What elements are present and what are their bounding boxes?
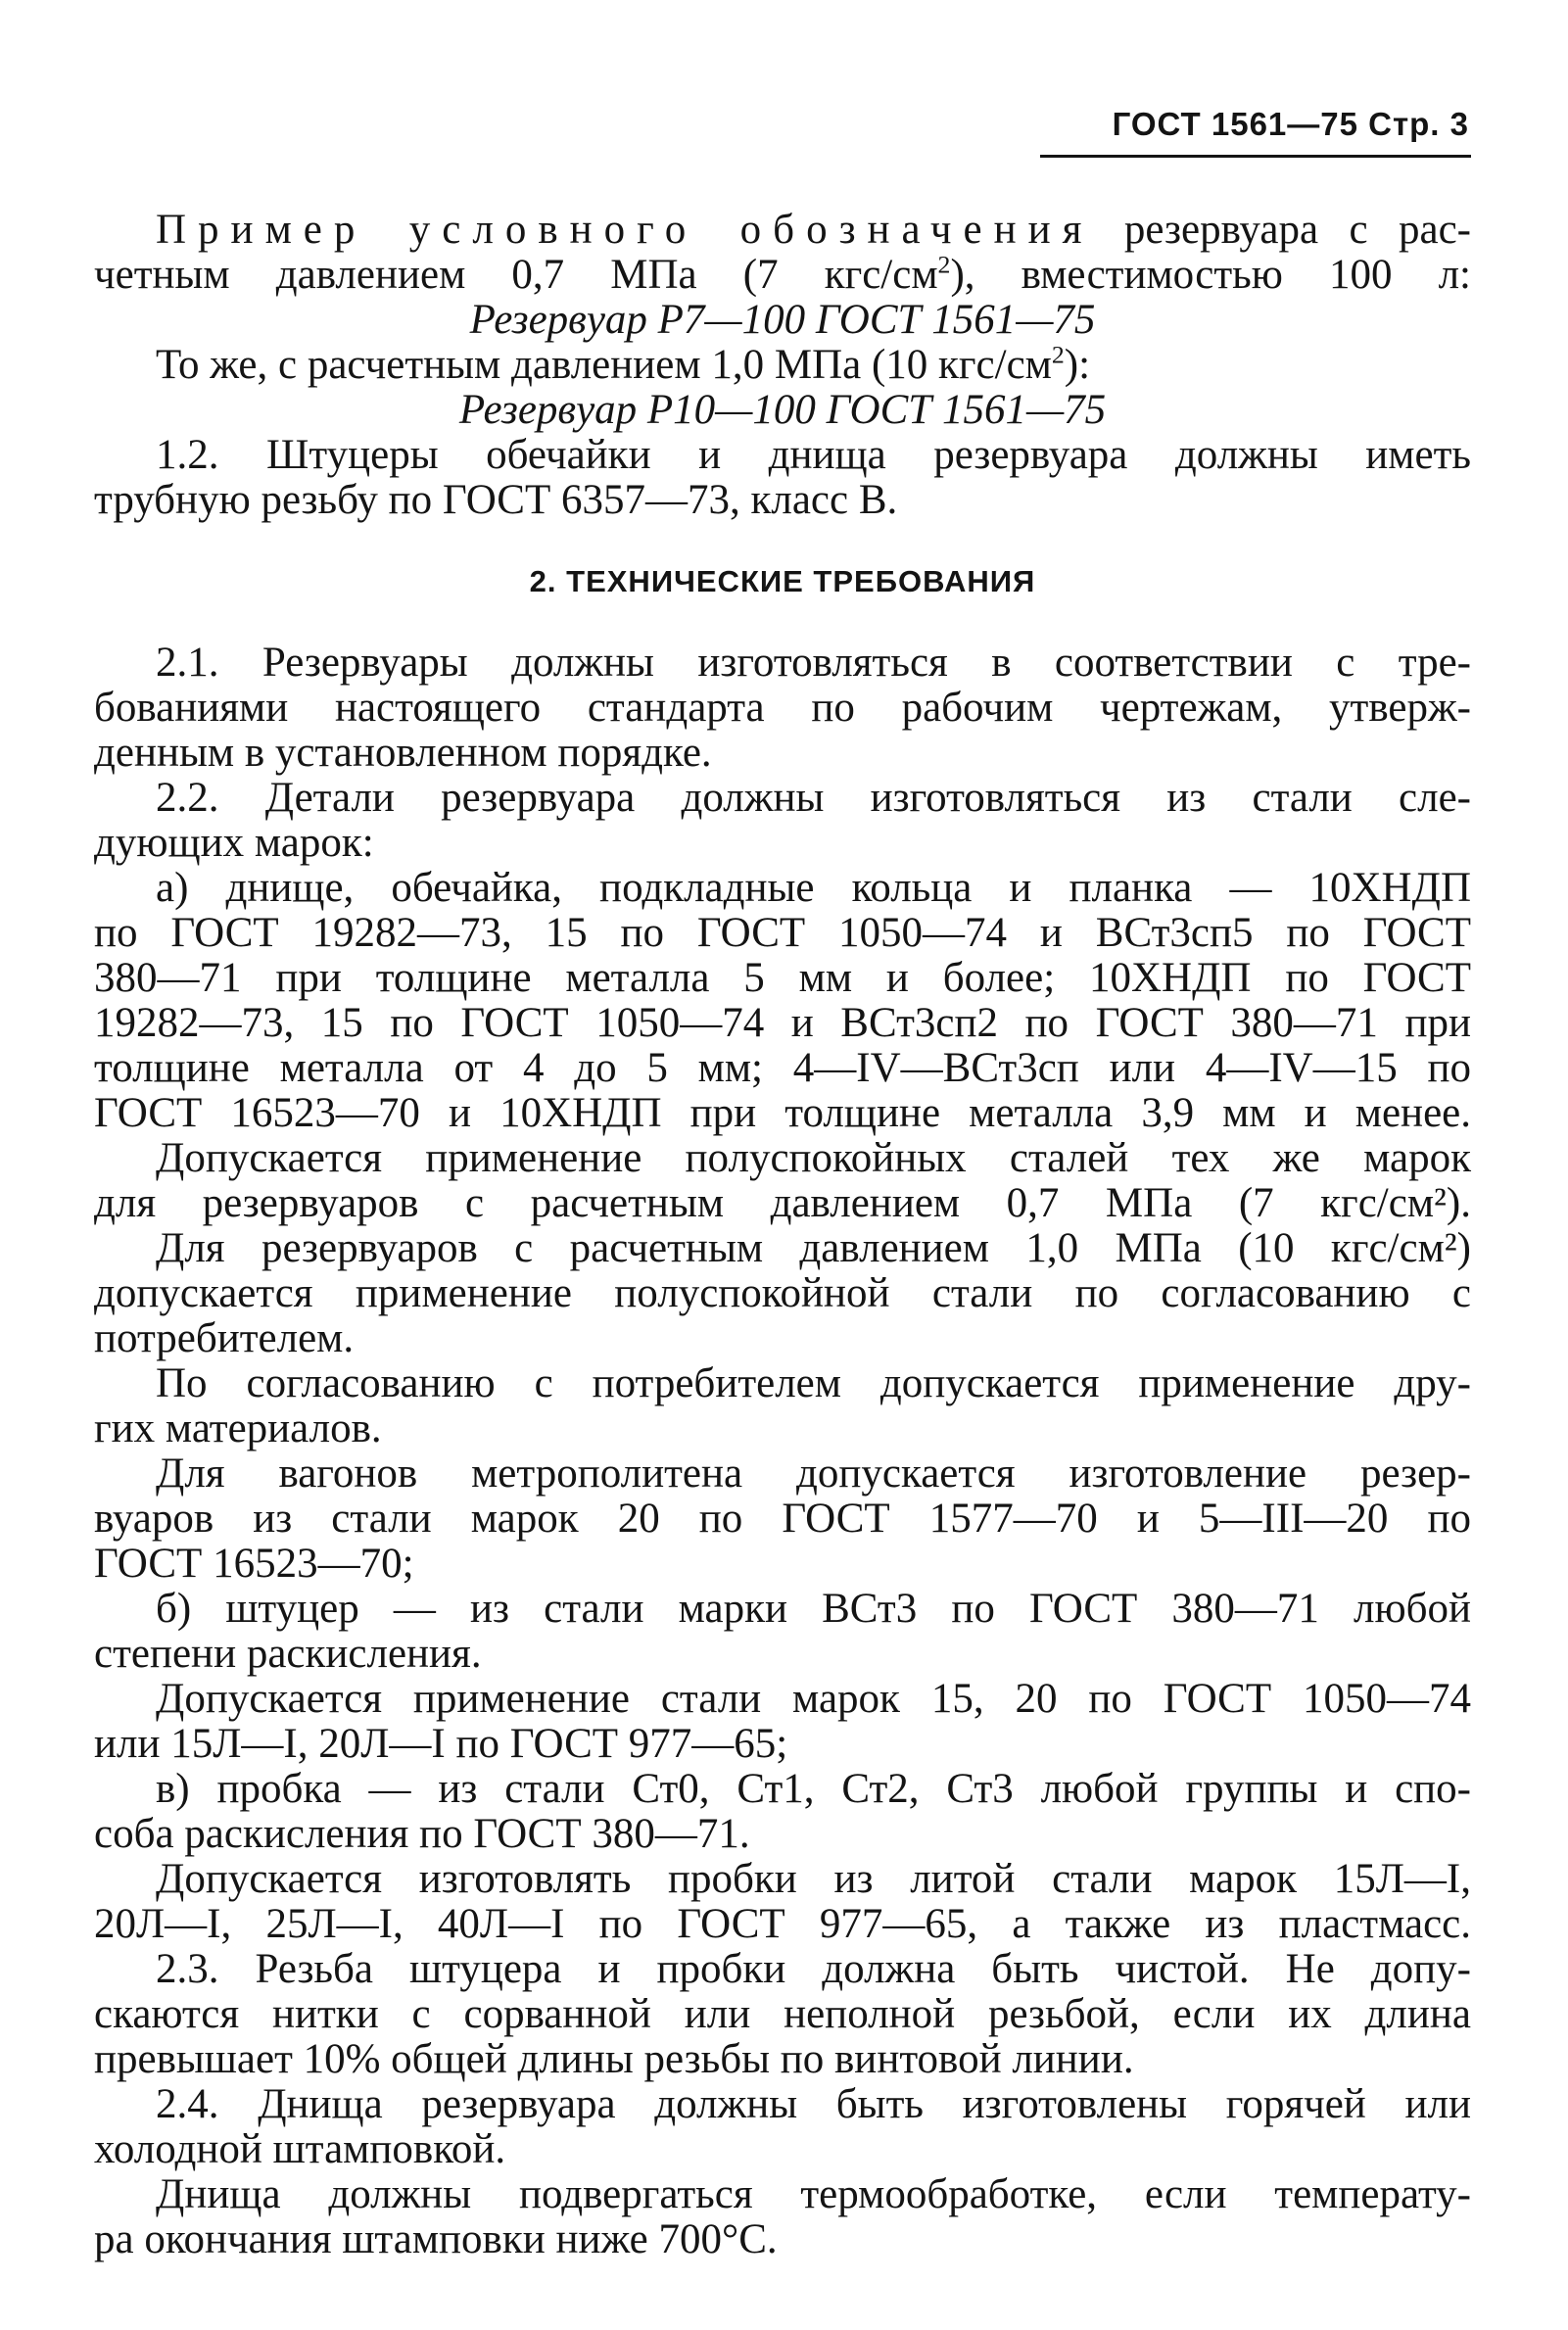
text-line: дующих марок: bbox=[94, 820, 374, 866]
text-line bbox=[94, 250, 1471, 298]
text-line: ГОСТ 16523—70; bbox=[94, 1541, 414, 1587]
text-line: денным в установленном порядке. bbox=[94, 730, 712, 776]
text-line: а) днище, обечайка, подкладные кольца и планка — 10ХНДП bbox=[156, 865, 1471, 911]
text-line: Днища должны подвергаться термообработке, если температу- bbox=[156, 2171, 1471, 2217]
text-fragment: ): bbox=[1064, 342, 1091, 388]
text-line: бованиями настоящего стандарта по рабочим чертежам, утверж- bbox=[94, 685, 1471, 731]
text-line: вуаров из стали марок 20 по ГОСТ 1577—70 и 5—III—20 по bbox=[94, 1496, 1471, 1542]
text-line: превышает 10% общей длины резьбы по винтовой линии. bbox=[94, 2036, 1134, 2082]
text-line: 19282—73, 15 по ГОСТ 1050—74 и ВСт3сп2 по ГОСТ 380—71 при bbox=[94, 1000, 1471, 1046]
paragraph-1-2-line: трубную резьбу по ГОСТ 6357—73, класс В. bbox=[94, 477, 898, 523]
header-rule bbox=[1040, 155, 1471, 158]
text-line: ра окончания штамповки ниже 700°С. bbox=[94, 2216, 778, 2262]
text-line: Допускается применение полуспокойных сталей тех же марок bbox=[156, 1135, 1471, 1181]
text-line bbox=[94, 340, 1471, 388]
text-line: 2.2. Детали резервуара должны изготовляться из стали сле- bbox=[156, 775, 1471, 821]
text-line: потребителем. bbox=[94, 1315, 355, 1361]
page-header: ГОСТ 1561—75 Стр. 3 bbox=[1112, 106, 1469, 142]
text-line: или 15Л—I, 20Л—I по ГОСТ 977—65; bbox=[94, 1721, 788, 1767]
text-fragment: четным давлением 0,7 МПа (7 кгс/см bbox=[94, 252, 938, 298]
designation-example-line bbox=[94, 208, 1471, 253]
text-line: 2.3. Резьба штуцера и пробки должна быть чистой. Не допу- bbox=[156, 1946, 1471, 1992]
superscript: 2 bbox=[937, 250, 951, 279]
text-fragment: То же, с расчетным давлением 1,0 МПа (10 кгс/см bbox=[156, 342, 1052, 388]
text-fragment: ), вместимостью 100 л: bbox=[950, 252, 1471, 298]
text-line: для резервуаров с расчетным давлением 0,7 МПа (7 кгс/см²). bbox=[94, 1180, 1471, 1226]
superscript: 2 bbox=[1051, 340, 1065, 369]
text-line: Допускается применение стали марок 15, 20 по ГОСТ 1050—74 bbox=[156, 1676, 1471, 1722]
text-line: По согласованию с потребителем допускается применение дру- bbox=[156, 1360, 1471, 1406]
text-line: гих материалов. bbox=[94, 1405, 382, 1451]
body-text bbox=[94, 208, 1471, 2262]
text-line: по ГОСТ 19282—73, 15 по ГОСТ 1050—74 и ВСт3сп5 по ГОСТ bbox=[94, 910, 1471, 956]
text-line: б) штуцер — из стали марки ВСт3 по ГОСТ 380—71 любой bbox=[156, 1586, 1471, 1632]
text-line: 2.1. Резервуары должны изготовляться в соответствии с тре- bbox=[156, 640, 1471, 686]
text-fragment: резервуара с рас- bbox=[1123, 207, 1472, 253]
text-line: толщине металла от 4 до 5 мм; 4—IV—ВСт3сп или 4—IV—15 по bbox=[94, 1045, 1471, 1091]
text-line: ГОСТ 16523—70 и 10ХНДП при толщине металла 3,9 мм и менее. bbox=[94, 1090, 1471, 1136]
text-line: Для резервуаров с расчетным давлением 1,0 МПа (10 кгс/см²) bbox=[156, 1225, 1471, 1271]
spaced-phrase: Пример условного обозначения bbox=[156, 207, 1094, 253]
text-line: соба раскисления по ГОСТ 380—71. bbox=[94, 1811, 750, 1857]
text-line: скаются нитки с сорванной или неполной резьбой, если их длина bbox=[94, 1991, 1471, 2037]
text-line: 380—71 при толщине металла 5 мм и более; 10ХНДП по ГОСТ bbox=[94, 955, 1471, 1001]
text-line: в) пробка — из стали Ст0, Ст1, Ст2, Ст3 любой группы и спо- bbox=[156, 1766, 1471, 1812]
text-line: степени раскисления. bbox=[94, 1631, 482, 1677]
text-line: Для вагонов метрополитена допускается изготовление резер- bbox=[156, 1450, 1471, 1497]
text-line: 20Л—I, 25Л—I, 40Л—I по ГОСТ 977—65, а также из пластмасс. bbox=[94, 1901, 1471, 1947]
text-line: холодной штамповкой. bbox=[94, 2126, 506, 2172]
text-line: допускается применение полуспокойной стали по согласованию с bbox=[94, 1270, 1471, 1316]
section-heading: 2. ТЕХНИЧЕСКИЕ ТРЕБОВАНИЯ bbox=[529, 564, 1036, 598]
paragraph-1-2-line: 1.2. Штуцеры обечайки и днища резервуара должны иметь bbox=[156, 432, 1471, 478]
section-2-body bbox=[94, 641, 1471, 2262]
designation-example-1: Резервуар Р7—100 ГОСТ 1561—75 bbox=[469, 297, 1096, 343]
text-line: Допускается изготовлять пробки из литой стали марок 15Л—I, bbox=[156, 1856, 1471, 1902]
designation-example-2: Резервуар Р10—100 ГОСТ 1561—75 bbox=[458, 387, 1107, 433]
text-line: 2.4. Днища резервуара должны быть изготовлены горячей или bbox=[156, 2081, 1471, 2127]
